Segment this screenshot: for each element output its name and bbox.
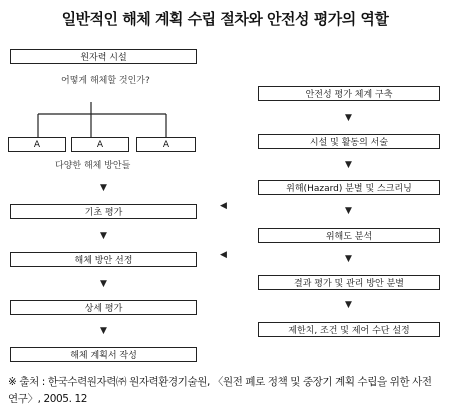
down-arrow-icon: ▼ xyxy=(100,183,107,193)
left-arrow-icon: ◀ xyxy=(220,250,227,260)
options-caption: 다양한 해체 방안들 xyxy=(55,161,131,171)
question-text: 어떻게 해체할 것인가? xyxy=(61,76,150,86)
facility-box xyxy=(10,49,197,64)
right-step-4: 위해도 분석 xyxy=(258,228,440,243)
option-box-3: A xyxy=(136,137,196,152)
right-step-1: 안전성 평가 체계 구축 xyxy=(258,86,440,101)
down-arrow-icon: ▼ xyxy=(100,326,107,336)
left-arrow-icon: ◀ xyxy=(220,201,227,211)
down-arrow-icon: ▼ xyxy=(345,300,352,310)
option-box-1: A xyxy=(8,137,66,152)
left-step-3: 상세 평가 xyxy=(10,300,197,315)
right-step-2: 시설 및 활동의 서술 xyxy=(258,134,440,149)
option-box-2: A xyxy=(71,137,129,152)
down-arrow-icon: ▼ xyxy=(345,160,352,170)
down-arrow-icon: ▼ xyxy=(345,113,352,123)
down-arrow-icon: ▼ xyxy=(345,254,352,264)
down-arrow-icon: ▼ xyxy=(100,279,107,289)
source-footnote: ※ 출처 : 한국수력원자력㈜ 원자력환경기술원, 〈원전 폐로 정책 및 중장기 계획 수립을 위한 사전 연구〉, 2005. 12 xyxy=(8,376,432,405)
left-step-4: 해체 계획서 작성 xyxy=(10,347,197,362)
right-step-6: 제한치, 조건 및 제어 수단 설정 xyxy=(258,322,440,337)
down-arrow-icon: ▼ xyxy=(345,206,352,216)
left-step-2: 해체 방안 선정 xyxy=(10,252,197,267)
facility-label: 원자력 시설 xyxy=(80,53,127,63)
diagram-title: 일반적인 해체 계획 수립 절차와 안전성 평가의 역할 xyxy=(61,10,389,28)
down-arrow-icon: ▼ xyxy=(100,231,107,241)
left-step-1: 기초 평가 xyxy=(10,204,197,219)
right-step-3: 위해(Hazard) 분별 및 스크리닝 xyxy=(258,180,440,195)
right-step-5: 결과 평가 및 관리 방안 분별 xyxy=(258,275,440,290)
